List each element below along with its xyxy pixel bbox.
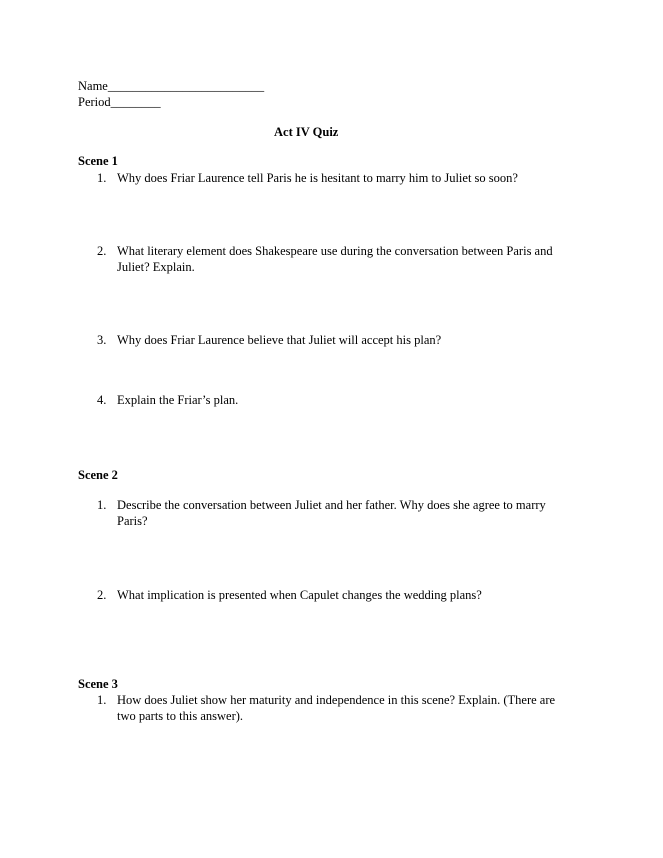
question-text: Why does Friar Laurence believe that Juliet will accept his plan? xyxy=(117,333,442,347)
period-field-line: Period________ xyxy=(78,95,161,109)
question-text-continued: Paris? xyxy=(117,514,148,528)
question-number: 1. xyxy=(97,498,107,512)
name-field-line: Name_________________________ xyxy=(78,79,265,93)
page-title: Act IV Quiz xyxy=(274,125,339,139)
question-text: Describe the conversation between Juliet and her father. Why does she agree to marry xyxy=(117,498,546,512)
question-text-continued: two parts to this answer). xyxy=(117,709,244,723)
question-number: 3. xyxy=(97,333,107,347)
question-text: Why does Friar Laurence tell Paris he is hesitant to marry him to Juliet so soon? xyxy=(117,171,518,185)
question-text: What literary element does Shakespeare use during the conversation between Paris and xyxy=(117,244,553,258)
question-number: 1. xyxy=(97,693,107,707)
question-text: What implication is presented when Capulet changes the wedding plans? xyxy=(117,588,482,602)
question-number: 1. xyxy=(97,171,107,185)
question-text: How does Juliet show her maturity and independence in this scene? Explain. (There are xyxy=(117,693,556,707)
question-number: 2. xyxy=(97,244,107,258)
question-number: 4. xyxy=(97,393,107,407)
scene-2-heading: Scene 2 xyxy=(78,468,118,482)
question-text: Explain the Friar’s plan. xyxy=(117,393,239,407)
scene-3-heading: Scene 3 xyxy=(78,677,118,691)
question-number: 2. xyxy=(97,588,107,602)
question-text-continued: Juliet? Explain. xyxy=(117,260,195,274)
scene-1-heading: Scene 1 xyxy=(78,154,118,168)
